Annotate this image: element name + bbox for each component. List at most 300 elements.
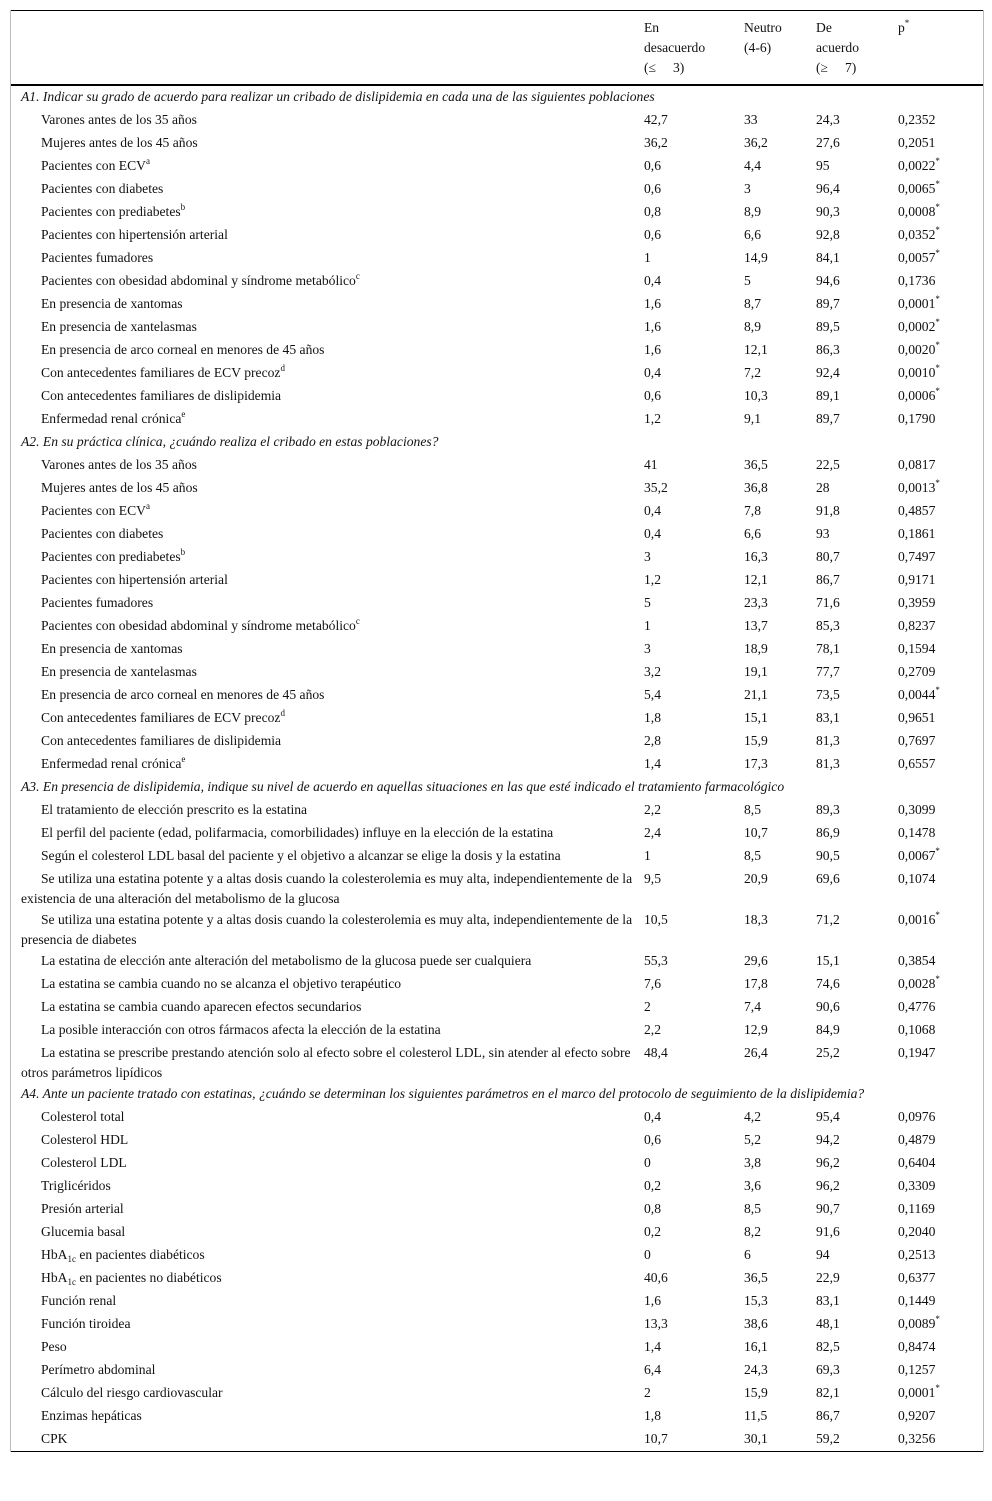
table-row (11, 822, 983, 845)
value-neutro-cell (741, 707, 813, 730)
significance-marker: * (935, 294, 940, 304)
significance-marker: * (935, 248, 940, 258)
table-row (11, 1175, 983, 1198)
value-neutro: 4,4 (744, 158, 761, 173)
value-desacuerdo: 1,8 (644, 710, 661, 725)
value-p-cell (895, 224, 983, 247)
value-neutro-cell (741, 1152, 813, 1175)
value-neutro-cell (741, 1106, 813, 1129)
row-label: Se utiliza una estatina potente y a altas dosis cuando la colesterolemia es muy alta, independientemente de la presencia de diabetes (21, 912, 633, 947)
value-p: 0,7497 (898, 549, 936, 564)
row-label-cell (11, 1428, 641, 1452)
value-desacuerdo-cell (641, 224, 741, 247)
value-acuerdo-cell (813, 201, 895, 224)
table-row (11, 996, 983, 1019)
value-p-cell (895, 1382, 983, 1405)
row-label-text (21, 132, 638, 153)
row-label: Pacientes con prediabetes (41, 204, 181, 219)
row-label: Peso (41, 1339, 67, 1354)
value-desacuerdo: 2,4 (644, 825, 661, 840)
footnote-marker: a (145, 501, 150, 511)
value-desacuerdo-cell (641, 1267, 741, 1290)
row-label-cell (11, 615, 641, 638)
value-desacuerdo-cell (641, 155, 741, 178)
row-label-text (21, 845, 638, 866)
value-desacuerdo-cell (641, 546, 741, 569)
significance-marker: * (935, 363, 940, 373)
value-desacuerdo: 2 (644, 1385, 651, 1400)
value-acuerdo: 80,7 (816, 549, 840, 564)
row-label: En presencia de arco corneal en menores de 45 años (41, 342, 325, 357)
value-p: 0,0001 (898, 296, 936, 311)
value-desacuerdo-cell (641, 1129, 741, 1152)
value-neutro: 7,8 (744, 503, 761, 518)
value-p: 0,6377 (898, 1270, 936, 1285)
significance-marker: * (935, 478, 940, 488)
value-p: 0,0976 (898, 1109, 936, 1124)
value-acuerdo: 90,7 (816, 1201, 840, 1216)
row-label: Con antecedentes familiares de ECV precoz (41, 710, 281, 725)
row-label: Pacientes con diabetes (41, 526, 164, 541)
significance-marker: * (935, 1383, 940, 1393)
value-acuerdo: 25,2 (816, 1045, 840, 1060)
value-desacuerdo: 1,6 (644, 1293, 661, 1308)
value-acuerdo: 95,4 (816, 1109, 840, 1124)
value-desacuerdo-cell (641, 132, 741, 155)
row-label-cell (11, 592, 641, 615)
value-acuerdo-cell (813, 1152, 895, 1175)
value-neutro: 8,2 (744, 1224, 761, 1239)
section-header-row (11, 431, 983, 454)
header-line: De (816, 20, 832, 35)
table-row (11, 1152, 983, 1175)
value-acuerdo-cell (813, 1175, 895, 1198)
value-neutro-cell (741, 339, 813, 362)
value-desacuerdo: 0,6 (644, 181, 661, 196)
value-desacuerdo-cell (641, 1198, 741, 1221)
value-neutro: 3,8 (744, 1155, 761, 1170)
value-desacuerdo: 1,6 (644, 296, 661, 311)
row-label-cell (11, 523, 641, 546)
value-neutro: 8,9 (744, 204, 761, 219)
row-label: Se utiliza una estatina potente y a altas dosis cuando la colesterolemia es muy alta, independientemente de la existencia de una alteración del metabolismo de la glucosa (21, 871, 633, 906)
header-line: (≤ 3) (644, 60, 685, 75)
value-desacuerdo: 0,2 (644, 1178, 661, 1193)
table-row (11, 132, 983, 155)
value-neutro-cell (741, 1382, 813, 1405)
value-acuerdo: 86,7 (816, 1408, 840, 1423)
value-p-cell (895, 1267, 983, 1290)
row-label: La estatina se prescribe prestando atención solo al efecto sobre el colesterol LDL, sin atender al efecto sobre otros parámetros lipídicos (21, 1045, 631, 1080)
value-p: 0,0010 (898, 365, 936, 380)
value-acuerdo: 89,7 (816, 296, 840, 311)
value-neutro-cell (741, 1019, 813, 1042)
row-label-text (21, 950, 638, 971)
row-label-subscript: 1c (67, 1277, 76, 1287)
value-neutro-cell (741, 845, 813, 868)
row-label-text (21, 1244, 638, 1265)
row-label-suffix: en pacientes no diabéticos (75, 1270, 222, 1285)
value-desacuerdo: 0 (644, 1247, 651, 1262)
value-acuerdo: 96,2 (816, 1155, 840, 1170)
table-header (11, 11, 983, 86)
row-label-text (21, 293, 638, 314)
value-neutro: 36,8 (744, 480, 768, 495)
value-p-cell (895, 845, 983, 868)
value-acuerdo: 78,1 (816, 641, 840, 656)
row-label: Colesterol HDL (41, 1132, 129, 1147)
value-neutro-cell (741, 316, 813, 339)
value-acuerdo-cell (813, 996, 895, 1019)
row-label-cell (11, 996, 641, 1019)
table-row (11, 477, 983, 500)
row-label-text (21, 362, 638, 383)
value-desacuerdo: 0 (644, 1155, 651, 1170)
row-label-text (21, 1019, 638, 1040)
value-desacuerdo-cell (641, 684, 741, 707)
table-row (11, 155, 983, 178)
row-label-text (21, 822, 638, 843)
section-header-row (11, 85, 983, 109)
value-p-cell (895, 638, 983, 661)
value-p: 0,1736 (898, 273, 936, 288)
row-label-cell (11, 247, 641, 270)
row-label-cell (11, 1152, 641, 1175)
table-row (11, 1336, 983, 1359)
value-p-cell (895, 546, 983, 569)
row-label: La estatina se cambia cuando no se alcanza el objetivo terapéutico (41, 976, 402, 991)
row-label: CPK (41, 1431, 68, 1446)
value-desacuerdo-cell (641, 1405, 741, 1428)
row-label-text (21, 638, 638, 659)
value-neutro: 6 (744, 1247, 751, 1262)
row-label-text (21, 799, 638, 820)
value-acuerdo-cell (813, 500, 895, 523)
value-acuerdo-cell (813, 155, 895, 178)
value-acuerdo: 71,6 (816, 595, 840, 610)
value-acuerdo-cell (813, 1290, 895, 1313)
value-p-cell (895, 1336, 983, 1359)
value-p: 0,4857 (898, 503, 936, 518)
value-desacuerdo: 0,6 (644, 158, 661, 173)
value-acuerdo: 83,1 (816, 1293, 840, 1308)
value-neutro-cell (741, 661, 813, 684)
value-neutro-cell (741, 1405, 813, 1428)
value-p: 0,6557 (898, 756, 936, 771)
value-p: 0,0089 (898, 1316, 936, 1331)
value-p: 0,2352 (898, 112, 936, 127)
row-label-cell (11, 909, 641, 950)
results-table (11, 10, 983, 1452)
value-neutro-cell (741, 950, 813, 973)
value-acuerdo: 89,7 (816, 411, 840, 426)
value-acuerdo: 59,2 (816, 1431, 840, 1446)
row-label: Presión arterial (41, 1201, 124, 1216)
table-row (11, 1244, 983, 1267)
value-acuerdo-cell (813, 950, 895, 973)
row-label-text (21, 973, 638, 994)
table-row (11, 1405, 983, 1428)
value-p-cell (895, 822, 983, 845)
value-acuerdo-cell (813, 730, 895, 753)
table-row (11, 592, 983, 615)
row-label-cell (11, 1290, 641, 1313)
value-acuerdo: 91,8 (816, 503, 840, 518)
row-label-cell (11, 178, 641, 201)
section-header-row (11, 1083, 983, 1106)
value-acuerdo-cell (813, 753, 895, 776)
value-p: 0,2709 (898, 664, 936, 679)
row-label-cell (11, 799, 641, 822)
row-label-cell (11, 661, 641, 684)
row-label: Con antecedentes familiares de dislipidemia (41, 388, 282, 403)
value-neutro: 12,9 (744, 1022, 768, 1037)
row-label: Varones antes de los 35 años (41, 112, 197, 127)
table-row (11, 500, 983, 523)
value-desacuerdo-cell (641, 1019, 741, 1042)
section-header-row (11, 776, 983, 799)
value-desacuerdo: 0,4 (644, 273, 661, 288)
value-acuerdo-cell (813, 707, 895, 730)
value-acuerdo: 22,5 (816, 457, 840, 472)
row-label: La posible interacción con otros fármacos afecta la elección de la estatina (41, 1022, 441, 1037)
row-label-cell (11, 109, 641, 132)
value-neutro-cell (741, 1290, 813, 1313)
value-acuerdo: 94 (816, 1247, 830, 1262)
row-label-cell (11, 569, 641, 592)
value-p-cell (895, 408, 983, 431)
value-p: 0,4776 (898, 999, 936, 1014)
table-row (11, 707, 983, 730)
value-neutro: 33 (744, 112, 758, 127)
row-label-text (21, 1405, 638, 1426)
value-p-cell (895, 1175, 983, 1198)
value-desacuerdo: 1,6 (644, 319, 661, 334)
table-row (11, 909, 983, 950)
value-p: 0,0352 (898, 227, 936, 242)
row-label-text (21, 1428, 638, 1449)
value-neutro: 18,3 (744, 912, 768, 927)
value-desacuerdo-cell (641, 201, 741, 224)
value-p-cell (895, 569, 983, 592)
value-p-cell (895, 753, 983, 776)
row-label: Pacientes con prediabetes (41, 549, 181, 564)
value-p-cell (895, 362, 983, 385)
row-label-cell (11, 868, 641, 909)
table-row (11, 454, 983, 477)
row-label-cell (11, 1106, 641, 1129)
table-row (11, 845, 983, 868)
table-body (11, 85, 983, 1452)
value-neutro-cell (741, 1359, 813, 1382)
value-neutro-cell (741, 1129, 813, 1152)
footnote-marker: c (355, 271, 360, 281)
table-row (11, 569, 983, 592)
row-label: Pacientes fumadores (41, 595, 154, 610)
value-acuerdo-cell (813, 1267, 895, 1290)
value-p: 0,0001 (898, 1385, 936, 1400)
value-p: 0,6404 (898, 1155, 936, 1170)
significance-marker: * (935, 685, 940, 695)
value-neutro-cell (741, 500, 813, 523)
header-line: En (644, 20, 660, 35)
value-neutro-cell (741, 408, 813, 431)
value-neutro-cell (741, 155, 813, 178)
value-desacuerdo-cell (641, 1042, 741, 1083)
value-neutro: 7,4 (744, 999, 761, 1014)
value-acuerdo: 91,6 (816, 1224, 840, 1239)
table-row (11, 546, 983, 569)
value-desacuerdo: 2,2 (644, 802, 661, 817)
value-neutro: 6,6 (744, 526, 761, 541)
value-p-cell (895, 385, 983, 408)
value-neutro-cell (741, 109, 813, 132)
value-desacuerdo-cell (641, 1428, 741, 1452)
value-acuerdo: 92,8 (816, 227, 840, 242)
row-label-text (21, 178, 638, 199)
value-p: 0,3099 (898, 802, 936, 817)
value-acuerdo: 95 (816, 158, 830, 173)
header-desacuerdo (641, 11, 741, 86)
value-p-cell (895, 1019, 983, 1042)
value-acuerdo: 90,6 (816, 999, 840, 1014)
row-label-text (21, 592, 638, 613)
value-p: 0,0067 (898, 848, 936, 863)
value-neutro: 36,5 (744, 1270, 768, 1285)
row-label: En presencia de arco corneal en menores de 45 años (41, 687, 325, 702)
value-desacuerdo: 5 (644, 595, 651, 610)
value-p-cell (895, 247, 983, 270)
value-neutro: 3,6 (744, 1178, 761, 1193)
value-neutro: 30,1 (744, 1431, 768, 1446)
value-p-cell (895, 454, 983, 477)
row-label-suffix: en pacientes diabéticos (75, 1247, 205, 1262)
value-p-cell (895, 109, 983, 132)
value-neutro-cell (741, 132, 813, 155)
table-row (11, 973, 983, 996)
value-neutro-cell (741, 270, 813, 293)
value-p: 0,2051 (898, 135, 936, 150)
value-p: 0,3959 (898, 595, 936, 610)
value-p-cell (895, 339, 983, 362)
value-acuerdo-cell (813, 523, 895, 546)
value-neutro-cell (741, 909, 813, 950)
value-p: 0,1068 (898, 1022, 936, 1037)
value-desacuerdo: 1,4 (644, 1339, 661, 1354)
value-neutro: 8,9 (744, 319, 761, 334)
value-desacuerdo: 3,2 (644, 664, 661, 679)
value-desacuerdo-cell (641, 293, 741, 316)
row-label: El perfil del paciente (edad, polifarmacia, comorbilidades) influye en la elección de la estatina (41, 825, 554, 840)
header-p-label: p (898, 20, 905, 35)
value-neutro: 17,3 (744, 756, 768, 771)
row-label: En presencia de xantelasmas (41, 664, 197, 679)
value-acuerdo: 77,7 (816, 664, 840, 679)
value-p: 0,0006 (898, 388, 936, 403)
row-label: En presencia de xantelasmas (41, 319, 197, 334)
value-desacuerdo: 55,3 (644, 953, 668, 968)
row-label-text (21, 339, 638, 360)
row-label-cell (11, 1198, 641, 1221)
value-acuerdo-cell (813, 868, 895, 909)
row-label-text (21, 247, 638, 268)
value-neutro-cell (741, 454, 813, 477)
footnote-marker: e (181, 409, 186, 419)
header-line: (≥ 7) (816, 60, 857, 75)
value-neutro-cell (741, 1175, 813, 1198)
row-label-cell (11, 1336, 641, 1359)
row-label: Pacientes con ECV (41, 158, 146, 173)
value-acuerdo-cell (813, 1405, 895, 1428)
value-p: 0,0016 (898, 912, 936, 927)
value-p-cell (895, 477, 983, 500)
value-p: 0,0008 (898, 204, 936, 219)
row-label: HbA (41, 1270, 68, 1285)
table-row (11, 950, 983, 973)
value-acuerdo-cell (813, 178, 895, 201)
row-label-text (21, 500, 638, 521)
significance-marker: * (935, 225, 940, 235)
value-acuerdo: 86,3 (816, 342, 840, 357)
header-line: desacuerdo (644, 40, 706, 55)
value-p: 0,0022 (898, 158, 936, 173)
value-neutro: 8,5 (744, 848, 761, 863)
value-p: 0,9171 (898, 572, 936, 587)
row-label-text (21, 1267, 638, 1288)
value-neutro: 4,2 (744, 1109, 761, 1124)
value-acuerdo: 89,3 (816, 802, 840, 817)
table-row (11, 730, 983, 753)
value-p-cell (895, 1428, 983, 1452)
value-neutro: 20,9 (744, 871, 768, 886)
significance-marker: * (935, 179, 940, 189)
row-label: La estatina se cambia cuando aparecen efectos secundarios (41, 999, 362, 1014)
table-row (11, 1042, 983, 1083)
value-p-cell (895, 523, 983, 546)
value-p: 0,2040 (898, 1224, 936, 1239)
value-desacuerdo: 1 (644, 848, 651, 863)
header-line: Neutro (744, 20, 782, 35)
value-p-cell (895, 661, 983, 684)
value-p-cell (895, 316, 983, 339)
value-p: 0,9651 (898, 710, 936, 725)
row-label: Pacientes con hipertensión arterial (41, 572, 228, 587)
row-label-cell (11, 1244, 641, 1267)
value-p-cell (895, 799, 983, 822)
row-label-cell (11, 155, 641, 178)
value-neutro-cell (741, 385, 813, 408)
significance-marker: * (935, 317, 940, 327)
section-title: A1. Indicar su grado de acuerdo para realizar un cribado de dislipidemia en cada una de las siguientes poblaciones (21, 89, 655, 104)
value-neutro-cell (741, 247, 813, 270)
value-neutro: 24,3 (744, 1362, 768, 1377)
footnote-marker: c (355, 616, 360, 626)
row-label-cell (11, 950, 641, 973)
row-label-text (21, 1106, 638, 1127)
row-label-text (21, 1042, 638, 1083)
row-label-text (21, 201, 638, 222)
value-neutro-cell (741, 730, 813, 753)
value-p-cell (895, 1359, 983, 1382)
row-label-text (21, 868, 638, 909)
value-acuerdo: 71,2 (816, 912, 840, 927)
header-item (11, 11, 641, 86)
value-desacuerdo-cell (641, 316, 741, 339)
value-desacuerdo: 7,6 (644, 976, 661, 991)
value-acuerdo: 84,9 (816, 1022, 840, 1037)
value-neutro-cell (741, 615, 813, 638)
value-p-cell (895, 909, 983, 950)
